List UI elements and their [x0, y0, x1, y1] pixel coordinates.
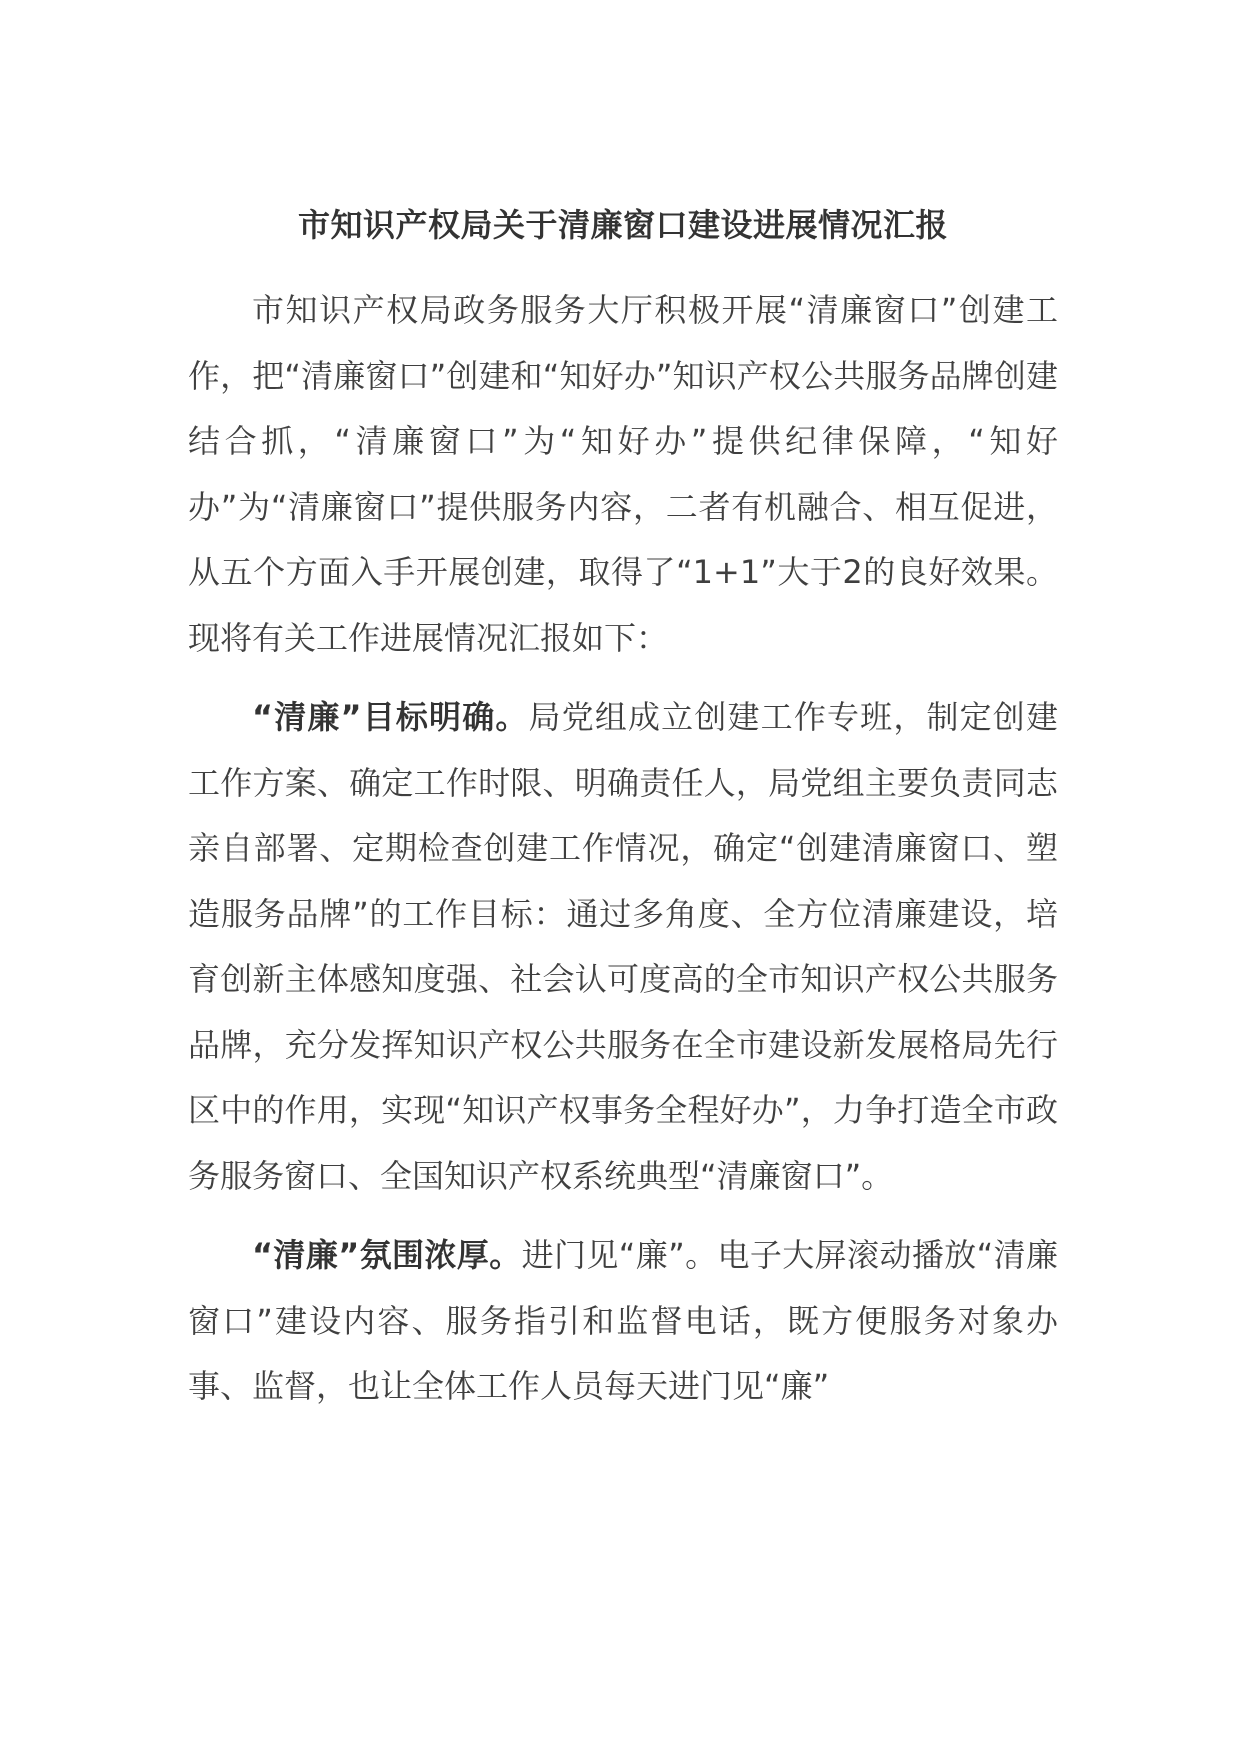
- goal-paragraph: [188, 685, 1058, 1209]
- atmosphere-paragraph-text: 进门见“廉”。电子大屏滚动播放“清廉窗口”建设内容、服务指引和监督电话，既方便服务对象办事、监督，也让全体工作人员每天进门见“廉”: [188, 1236, 1058, 1405]
- atmosphere-paragraph: [188, 1223, 1058, 1420]
- intro-paragraph-text: 市知识产权局政务服务大厅积极开展“清廉窗口”创建工作，把“清廉窗口”创建和“知好办”知识产权公共服务品牌创建结合抓，“清廉窗口”为“知好办”提供纪律保障，“知好办”为“清廉窗口”提供服务内容，二者有机融合、相互促进，从五个方面入手开展创建，取得了“1+1”大于2的良好效果。现将有关工作进展情况汇报如下：: [188, 291, 1058, 657]
- goal-paragraph-text: 局党组成立创建工作专班，制定创建工作方案、确定工作时限、明确责任人，局党组主要负责同志亲自部署、定期检查创建工作情况，确定“创建清廉窗口、塑造服务品牌”的工作目标：通过多角度、全方位清廉建设，培育创新主体感知度强、社会认可度高的全市知识产权公共服务品牌，充分发挥知识产权公共服务在全市建设新发展格局先行区中的作用，实现“知识产权事务全程好办”，力争打造全市政务服务窗口、全国知识产权系统典型“清廉窗口”。: [188, 698, 1058, 1195]
- document-body: [188, 278, 1058, 1420]
- intro-paragraph: [188, 278, 1058, 671]
- document-title: 市知识产权局关于清廉窗口建设进展情况汇报: [297, 206, 948, 244]
- goal-paragraph-heading: “清廉”目标明确。: [252, 698, 529, 736]
- atmosphere-paragraph-heading: “清廉”氛围浓厚。: [252, 1236, 522, 1274]
